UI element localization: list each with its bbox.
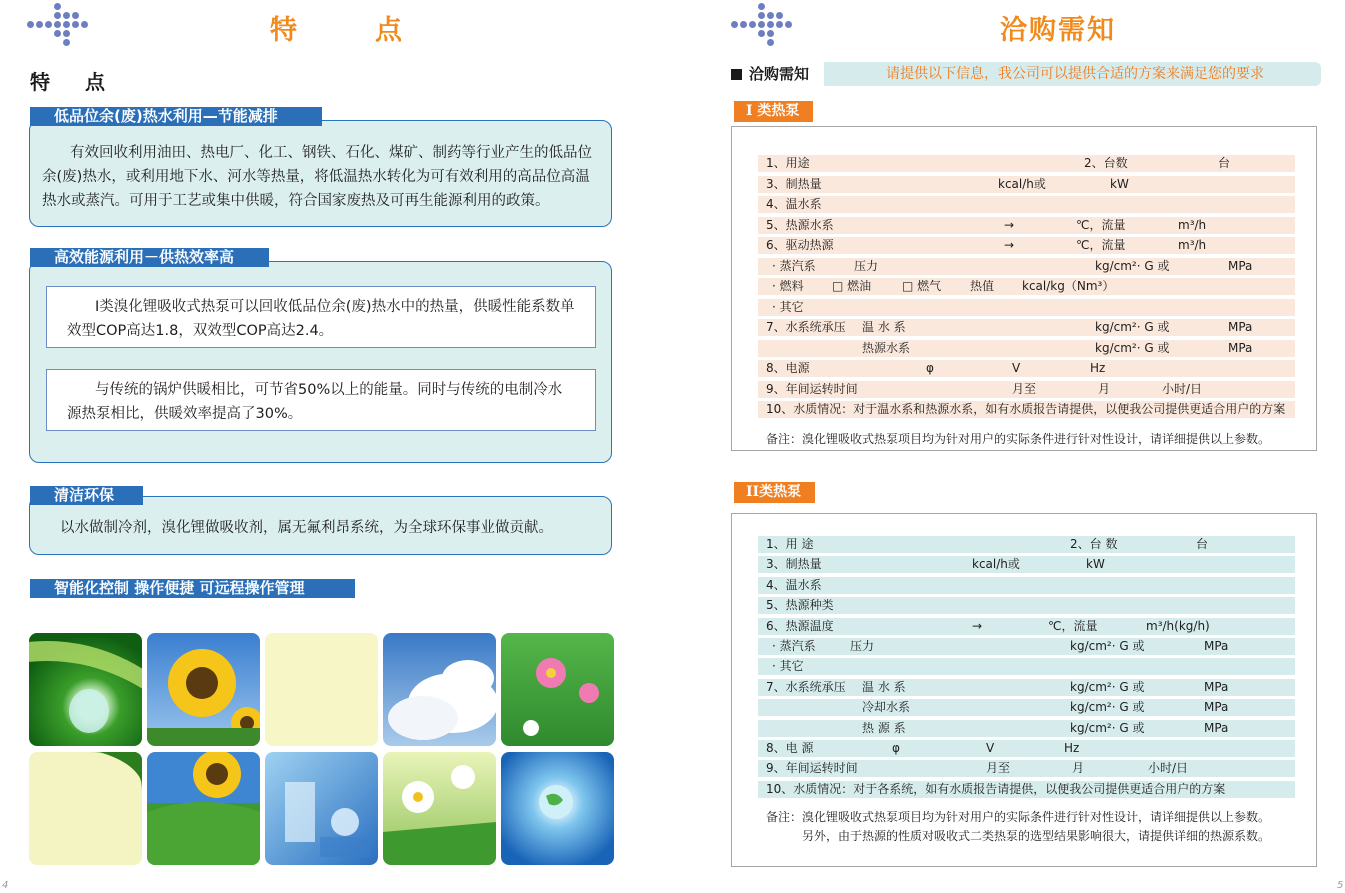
section-waste-heat-text: 有效回收利用油田、热电厂、化工、钢铁、石化、煤矿、制药等行业产生的低品位余(废)热水，或利用地下水、河水等热量，将低温热水转化为可有效利用的高品位高温热水或蒸汽。可用于工艺或集中供暖，符合国家废热及可再生能源利用的政策。 xyxy=(42,145,592,209)
logo-dot xyxy=(767,39,774,46)
pump-type-1-cell: 2、台数 xyxy=(1084,156,1128,170)
photo-sunflowers-sky xyxy=(147,633,260,746)
pump-type-1-cell: 1、用途 xyxy=(766,156,810,170)
section-smart-control-tab: 智能化控制 操作便捷 可远程操作管理 xyxy=(30,579,355,598)
pump-type-1-row xyxy=(758,237,1295,254)
pump-type-2-cell: 8、电 源 xyxy=(766,741,814,755)
logo-dot xyxy=(731,21,738,28)
logo-dot xyxy=(45,21,52,28)
logo-dot xyxy=(27,21,34,28)
pump-type-1-row xyxy=(758,278,1295,295)
pump-type-2-cell: 3、制热量 xyxy=(766,557,822,572)
pump-type-2-cell: Hz xyxy=(1064,741,1080,755)
efficiency-item-cop-text: Ⅰ类溴化锂吸收式热泵可以回收低品位余(废)热水中的热量，供暖性能系数单效型COP高达1.8，双效型COP高达2.4。 xyxy=(67,299,575,339)
pump-type-1-cell: → xyxy=(1004,217,1015,232)
efficiency-item-cop xyxy=(46,286,596,348)
section-eco-text: 以水做制冷剂，溴化锂做吸收剂，属无氟利昂系统，为全球环保事业做贡献。 xyxy=(60,520,553,536)
pump-type-2-row xyxy=(758,679,1295,696)
page-title-right: 洽购需知 xyxy=(1000,15,1116,46)
pump-type-1-cell: kW xyxy=(1110,176,1129,191)
logo-dot xyxy=(740,21,747,28)
logo-dot xyxy=(776,21,783,28)
pump-type-1-cell: 月至 xyxy=(1012,381,1037,396)
pump-type-2-cell: 温 水 系 xyxy=(862,679,906,694)
pump-type-1-row xyxy=(758,155,1295,172)
pump-type-1-cell: → xyxy=(1004,238,1015,252)
pump-type-1-row xyxy=(758,299,1295,316)
logo-dot xyxy=(54,21,61,28)
pump-type-1-row xyxy=(758,258,1295,275)
pump-type-2-cell: MPa xyxy=(1204,639,1229,653)
pump-type-1-cell: 小时/日 xyxy=(1162,381,1203,396)
pump-type-2-cell: kg/cm²· G 或 xyxy=(1070,720,1145,735)
section-waste-heat-tab: 低品位余(废)热水利用—节能减排 xyxy=(30,107,322,126)
pump-type-2-row xyxy=(758,658,1295,675)
page-number-left: 4 xyxy=(2,880,9,891)
pump-type-1-row xyxy=(758,319,1295,336)
logo-dot xyxy=(767,12,774,19)
logo-dot xyxy=(54,3,61,10)
section-efficiency-box xyxy=(29,261,612,463)
purchase-info-header xyxy=(731,62,1321,86)
pump-type-2-note-2: 另外，由于热源的性质对吸收式二类热泵的选型结果影响很大，请提供详细的热源系数。 xyxy=(802,829,1271,843)
pump-type-1-cell: 8、电源 xyxy=(766,361,810,375)
pump-type-2-cell: kg/cm²· G 或 xyxy=(1070,700,1145,715)
logo-dot xyxy=(758,12,765,19)
photo-water-drop-leaf xyxy=(29,633,142,746)
pump-type-1-cell: · 燃料 xyxy=(772,279,804,293)
pump-type-2-row xyxy=(758,699,1295,716)
pump-type-2-row xyxy=(758,618,1295,635)
pump-type-1-cell: 热值 xyxy=(970,279,995,293)
globe-shape xyxy=(501,752,614,865)
pump-type-1-row xyxy=(758,360,1295,377)
logo-dot xyxy=(63,12,70,19)
pump-type-1-cell: 10、水质情况：对于温水系和热源水系，如有水质报告请提供，以便我公司提供更适合用户的方案 xyxy=(766,402,1286,416)
pump-type-1-cell: 4、温水系 xyxy=(766,197,822,211)
pump-type-2-tab: II类热泵 xyxy=(734,482,815,503)
pump-type-2-cell: 5、热源种类 xyxy=(766,598,834,613)
pump-type-1-cell: MPa xyxy=(1228,258,1253,273)
pump-type-1-cell: 压力 xyxy=(854,258,879,273)
photo-pink-cosmos xyxy=(501,633,614,746)
pump-type-1-cell: 月 xyxy=(1098,381,1111,396)
logo-dot xyxy=(767,30,774,37)
logo-dot xyxy=(63,30,70,37)
pump-type-2-cell: 6、热源温度 xyxy=(766,618,834,633)
water-drop-shape xyxy=(29,633,142,746)
pump-type-2-cell: 热 源 系 xyxy=(862,720,906,735)
purchase-info-note: 请提供以下信息，我公司可以提供合适的方案来满足您的要求 xyxy=(824,62,1321,86)
pump-type-2-cell: MPa xyxy=(1204,720,1229,735)
pump-type-1-cell: · 其它 xyxy=(772,299,804,314)
pump-type-2-cell: · 蒸汽系 xyxy=(772,639,816,653)
pump-type-1-cell: V xyxy=(1012,361,1021,375)
pump-type-1-cell: Hz xyxy=(1090,361,1106,375)
pump-type-1-row xyxy=(758,340,1295,357)
pump-type-2-cell: 月至 xyxy=(986,761,1011,776)
pump-type-2-cell: ℃，流量 xyxy=(1048,618,1098,633)
pump-type-2-cell: 2、台 数 xyxy=(1070,537,1118,551)
logo-dot xyxy=(749,21,756,28)
pump-type-1-cell: m³/h xyxy=(1178,238,1207,252)
logo-dot xyxy=(72,12,79,19)
dotted-cross-logo-right xyxy=(731,3,791,53)
pump-type-1-cell: □ 燃气 xyxy=(902,279,942,293)
logo-dot xyxy=(36,21,43,28)
section-eco-tab: 清洁环保 xyxy=(30,486,143,505)
efficiency-item-savings-text: 与传统的锅炉供暖相比，可节省50%以上的能量。同时与传统的电制冷水源热泵相比，供暖效率提高了30%。 xyxy=(67,382,563,422)
pump-type-2-row xyxy=(758,577,1295,594)
pump-type-1-cell: 热源水系 xyxy=(862,340,911,355)
logo-dot xyxy=(758,3,765,10)
pump-type-1-cell: 3、制热量 xyxy=(766,176,822,191)
pump-type-2-row xyxy=(758,638,1295,655)
leaf-shape xyxy=(29,752,142,865)
pump-type-2-cell: kW xyxy=(1086,557,1105,572)
page-title-left: 特 点 xyxy=(270,15,410,46)
pump-type-2-cell: 7、水系统承压 xyxy=(766,679,846,694)
section-efficiency-tab: 高效能源利用－供热效率高 xyxy=(30,248,269,267)
page-number-right: 5 xyxy=(1337,880,1344,891)
pump-type-2-cell: 9、年间运转时间 xyxy=(766,761,858,776)
pump-type-1-cell: MPa xyxy=(1228,320,1253,334)
pump-type-1-cell: φ xyxy=(926,361,934,375)
logo-dot xyxy=(758,21,765,28)
sunflower-shape-2 xyxy=(147,752,260,865)
sunflower-shape xyxy=(147,633,260,746)
pump-type-2-row xyxy=(758,556,1295,573)
photo-laboratory xyxy=(265,752,378,865)
pump-type-2-row xyxy=(758,597,1295,614)
pump-type-2-cell: MPa xyxy=(1204,700,1229,715)
pump-type-2-row xyxy=(758,760,1295,777)
pump-type-1-row xyxy=(758,217,1295,234)
photo-pale-yellow-blank xyxy=(265,633,378,746)
pump-type-2-cell: 小时/日 xyxy=(1148,761,1189,776)
pump-type-1-cell: kg/cm²· G 或 xyxy=(1095,340,1170,355)
purchase-info-label xyxy=(731,62,809,86)
pump-type-1-cell: 5、热源水系 xyxy=(766,217,834,232)
cloud-shape xyxy=(383,633,496,746)
pump-type-2-cell: kg/cm²· G 或 xyxy=(1070,679,1145,694)
pump-type-1-tab: I 类热泵 xyxy=(734,101,813,122)
pump-type-2-cell: MPa xyxy=(1204,679,1229,694)
pump-type-1-cell: 9、年间运转时间 xyxy=(766,381,858,396)
pump-type-2-cell: kg/cm²· G 或 xyxy=(1070,639,1145,653)
logo-dot xyxy=(767,21,774,28)
pump-type-1-cell: ℃，流量 xyxy=(1076,217,1126,232)
pump-type-2-row xyxy=(758,536,1295,553)
section-waste-heat-box xyxy=(29,120,612,227)
pump-type-1-cell: m³/h xyxy=(1178,217,1207,232)
pump-type-2-cell: m³/h(kg/h) xyxy=(1146,618,1210,633)
pump-type-2-cell: · 其它 xyxy=(772,659,804,674)
photo-sunflower-grass xyxy=(147,752,260,865)
pump-type-1-cell: 6、驱动热源 xyxy=(766,238,834,252)
pump-type-1-cell: kg/cm²· G 或 xyxy=(1095,320,1170,334)
logo-dot xyxy=(54,30,61,37)
pump-type-1-cell: kcal/kg（Nm³） xyxy=(1022,279,1115,293)
pump-type-2-cell: kcal/h或 xyxy=(972,557,1020,572)
pump-type-2-cell: 1、用 途 xyxy=(766,537,814,551)
logo-dot xyxy=(81,21,88,28)
logo-dot xyxy=(63,21,70,28)
purchase-info-label-text: 洽购需知 xyxy=(749,65,810,83)
pump-type-2-cell: 压力 xyxy=(850,639,875,653)
pump-type-1-note: 备注：溴化锂吸收式热泵项目均为针对用户的实际条件进行针对性设计，请详细提供以上参数。 xyxy=(766,432,1271,446)
pump-type-1-cell: · 蒸汽系 xyxy=(772,258,816,273)
dotted-cross-logo-left xyxy=(27,3,87,53)
pump-type-1-row xyxy=(758,381,1295,398)
pump-type-1-cell: kcal/h或 xyxy=(998,176,1046,191)
pump-type-2-cell: 月 xyxy=(1072,761,1085,776)
pump-type-2-cell: 4、温水系 xyxy=(766,577,822,592)
pump-type-2-cell: φ xyxy=(892,741,900,755)
photo-leaf-yellow xyxy=(29,752,142,865)
pump-type-1-cell: kg/cm²· G 或 xyxy=(1095,258,1170,273)
logo-dot xyxy=(72,21,79,28)
pump-type-2-row xyxy=(758,720,1295,737)
lab-glass-shape xyxy=(265,752,378,865)
logo-dot xyxy=(54,12,61,19)
photo-white-daisies xyxy=(383,752,496,865)
pump-type-2-row xyxy=(758,740,1295,757)
pump-type-2-cell: 冷却水系 xyxy=(862,700,911,715)
daisy-shape xyxy=(383,752,496,865)
logo-dot xyxy=(776,12,783,19)
pump-type-2-cell: 台 xyxy=(1196,537,1209,551)
pump-type-1-cell: 温 水 系 xyxy=(862,320,906,334)
pump-type-1-cell: 7、水系统承压 xyxy=(766,320,846,334)
photo-grid xyxy=(29,633,614,865)
pump-type-1-row xyxy=(758,196,1295,213)
pump-type-1-cell: ℃，流量 xyxy=(1076,238,1126,252)
pump-type-1-row xyxy=(758,176,1295,193)
pump-type-2-cell: 10、水质情况：对于各系统，如有水质报告请提供，以便我公司提供更适合用户的方案 xyxy=(766,781,1226,796)
pump-type-1-cell: □ 燃油 xyxy=(832,279,872,293)
features-heading: 特 点 xyxy=(30,70,119,94)
logo-dot xyxy=(785,21,792,28)
pump-type-2-row xyxy=(758,781,1295,798)
pump-type-2-note-1: 备注：溴化锂吸收式热泵项目均为针对用户的实际条件进行针对性设计，请详细提供以上参数。 xyxy=(766,810,1271,824)
pump-type-2-cell: V xyxy=(986,741,995,755)
pump-type-2-form xyxy=(731,513,1317,867)
pump-type-1-row xyxy=(758,401,1295,418)
pump-type-2-cell: → xyxy=(972,618,983,633)
logo-dot xyxy=(63,39,70,46)
efficiency-item-savings xyxy=(46,369,596,431)
logo-dot xyxy=(758,30,765,37)
pump-type-1-form xyxy=(731,126,1317,451)
pump-type-1-cell: MPa xyxy=(1228,340,1253,355)
black-square-bullet xyxy=(731,69,742,80)
pump-type-1-cell: 台 xyxy=(1218,156,1231,170)
photo-globe-water xyxy=(501,752,614,865)
pink-flower-shape xyxy=(501,633,614,746)
photo-clouds-sky xyxy=(383,633,496,746)
